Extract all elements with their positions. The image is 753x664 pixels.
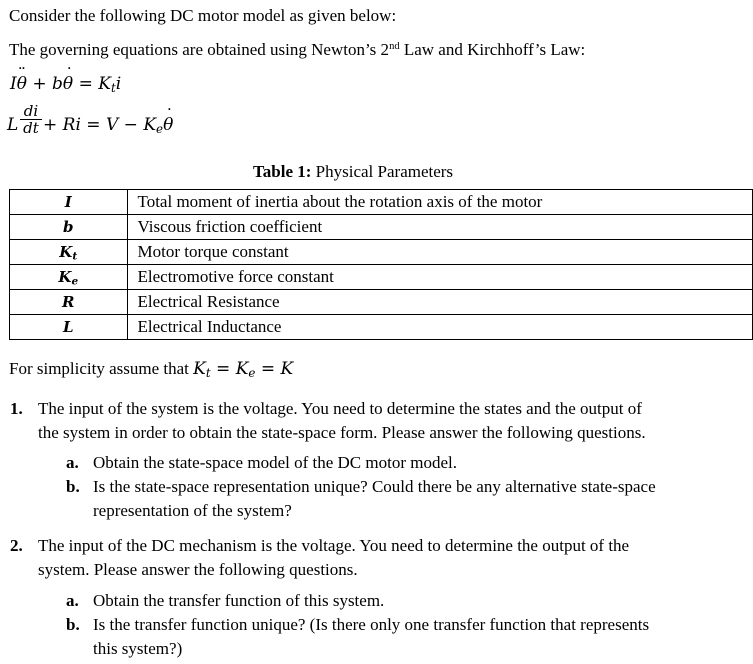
table-symbol: I bbox=[10, 190, 128, 215]
question-2a-text: Obtain the transfer function of this system. bbox=[93, 591, 385, 610]
table-caption bbox=[253, 162, 453, 182]
table-description: Total moment of inertia about the rotation axis of the motor bbox=[127, 190, 752, 215]
eq1-inertia: I bbox=[10, 74, 17, 94]
governing-suffix: Law and Kirchhoff’s Law: bbox=[399, 40, 586, 59]
table-row bbox=[10, 240, 753, 265]
eq2-denominator: dt bbox=[20, 119, 42, 136]
eq1-equals: = bbox=[73, 74, 99, 94]
table-symbol: b bbox=[10, 215, 128, 240]
eq2-theta-dot: θ ˙ bbox=[163, 115, 173, 135]
eq1-theta-ddot: θ ¨ bbox=[17, 74, 27, 94]
table-description: Viscous friction coefficient bbox=[127, 215, 752, 240]
assumption-line: For simplicity assume that $K_t = K_e = K$ bbox=[9, 359, 294, 380]
table-symbol: $K_e$ bbox=[10, 265, 128, 290]
table-symbol: L bbox=[10, 315, 128, 340]
question-2-line-1: The input of the DC mechanism is the voltage. You need to determine the output of the bbox=[38, 536, 630, 555]
question-1b-line-2: representation of the system? bbox=[93, 501, 292, 520]
eq2-minus: − bbox=[118, 115, 144, 135]
eq2-equals: = bbox=[80, 115, 106, 135]
eq2-K: K bbox=[143, 115, 157, 135]
eq1-plus: + bbox=[26, 74, 53, 94]
intro-text: Consider the following DC motor model as given below: bbox=[9, 6, 397, 25]
table-row bbox=[10, 215, 753, 240]
eq2-L: L bbox=[7, 115, 19, 135]
eq2-fraction bbox=[20, 103, 42, 136]
eq2-numerator: di bbox=[23, 102, 39, 120]
table-caption-label: Table 1: bbox=[253, 162, 312, 181]
eq1-K: K bbox=[98, 74, 111, 94]
table-description: Electrical Resistance bbox=[127, 290, 752, 315]
equation-newton bbox=[10, 74, 121, 94]
question-1-line-2: the system in order to obtain the state-space form. Please answer the following questions. bbox=[38, 423, 646, 442]
eq1-friction: b bbox=[52, 74, 63, 94]
eq1-current: i bbox=[115, 74, 122, 94]
governing-prefix: The governing equations are obtained using Newton’s 2 bbox=[9, 40, 390, 59]
question-1a-text: Obtain the state-space model of the DC motor model. bbox=[93, 453, 457, 472]
table-row bbox=[10, 290, 753, 315]
table-symbol: R bbox=[10, 290, 128, 315]
table-description: Electrical Inductance bbox=[127, 315, 752, 340]
question-2b-line-1: Is the transfer function unique? (Is there only one transfer function that represents bbox=[93, 615, 650, 634]
eq1-theta-dot: θ ˙ bbox=[63, 74, 73, 94]
table-caption-title: Physical Parameters bbox=[311, 162, 454, 181]
eq2-Ri: Ri bbox=[62, 115, 81, 135]
table-row bbox=[10, 190, 753, 215]
table-description: Electromotive force constant bbox=[127, 265, 752, 290]
question-2a-label: a. bbox=[66, 591, 79, 610]
question-1-line-1: The input of the system is the voltage. You need to determine the states and the output of bbox=[38, 399, 642, 418]
question-1-number: 1. bbox=[10, 399, 23, 418]
question-1b-line-1: Is the state-space representation unique? Could there be any alternative state-space bbox=[93, 477, 656, 496]
question-2-number: 2. bbox=[10, 536, 23, 555]
governing-superscript: nd bbox=[389, 41, 400, 53]
question-1b-label: b. bbox=[66, 477, 80, 496]
assumption-text: For simplicity assume that bbox=[9, 359, 194, 378]
question-2b-line-2: this system?) bbox=[93, 639, 183, 658]
eq2-V: V bbox=[105, 115, 119, 135]
question-2b-label: b. bbox=[66, 615, 80, 634]
table-description: Motor torque constant bbox=[127, 240, 752, 265]
eq2-K-subscript: e bbox=[156, 121, 164, 136]
eq1-K-subscript: t bbox=[110, 80, 116, 95]
governing-text bbox=[9, 40, 585, 60]
table-symbol: $K_t$ bbox=[10, 240, 128, 265]
eq2-plus: + bbox=[43, 115, 63, 135]
question-2-line-2: system. Please answer the following questions. bbox=[38, 560, 358, 579]
parameters-table bbox=[9, 189, 753, 340]
table-row bbox=[10, 265, 753, 290]
question-1a-label: a. bbox=[66, 453, 79, 472]
equation-kirchhoff bbox=[43, 115, 173, 135]
table-row bbox=[10, 315, 753, 340]
